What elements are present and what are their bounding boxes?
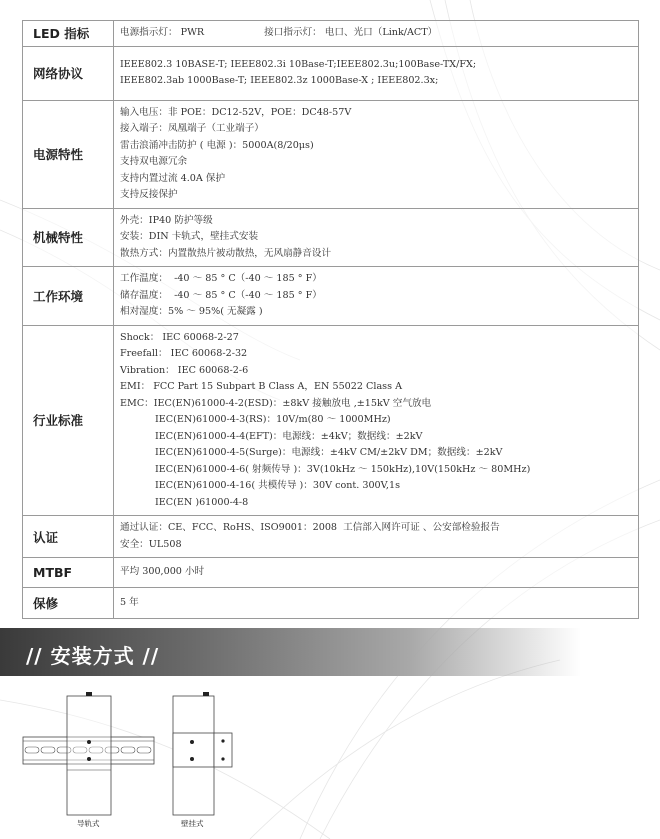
value-line: 支持内置过流 4.0A 保护 <box>120 172 226 184</box>
din-rail-figure <box>23 692 154 815</box>
spec-row-power <box>23 100 639 208</box>
row-value <box>114 208 639 267</box>
row-label: 认证 <box>23 516 114 558</box>
spec-row-warranty <box>23 588 639 619</box>
row-value <box>114 558 639 588</box>
row-label: 保修 <box>23 588 114 619</box>
wall-bracket-ear <box>214 733 232 767</box>
spec-row-network-protocol <box>23 46 639 100</box>
row-value <box>114 325 639 516</box>
slash-mark-icon: // <box>26 644 43 668</box>
row-value <box>114 46 639 100</box>
value-line: 5 年 <box>120 596 139 608</box>
value-line: EMI： FCC Part 15 Subpart B Class A，EN 55022 Class A <box>120 381 402 392</box>
value-line: IEC(EN)61000-4-6( 射频传导 )：3V(10kHz ～ 150kHz),10V(150kHz ～ 80MHz) <box>155 463 531 475</box>
wall-bracket <box>173 733 214 767</box>
spec-table <box>22 20 639 619</box>
spec-row-mtbf <box>23 558 639 588</box>
value-line: IEC(EN)61000-4-5(Surge)：电源线：±4kV CM/±2kV DM；数据线：±2kV <box>155 447 503 458</box>
installation-drawings <box>0 680 660 839</box>
led-port-indicator: 接口指示灯： 电口、光口（Link/ACT） <box>264 27 438 38</box>
value-line: Shock： IEC 60068-2-27 <box>120 331 239 343</box>
row-value <box>114 267 639 326</box>
row-label: 电源特性 <box>23 100 114 208</box>
row-value <box>114 516 639 558</box>
value-line: IEEE802.3ab 1000Base-T; IEEE802.3z 1000Base-X ; IEEE802.3x; <box>120 75 439 86</box>
value-line: 安全：UL508 <box>120 538 182 550</box>
value-line: 雷击浪涌冲击防护 ( 电源 )：5000A(8/20μs) <box>120 139 314 151</box>
value-line: 通过认证：CE、FCC、RoHS、ISO9001：2008 工信部入网许可证 、公安部检验报告 <box>120 522 500 533</box>
value-line: 支持双电源冗余 <box>120 156 188 167</box>
wall-mount-figure <box>173 692 232 815</box>
row-label: 行业标准 <box>23 325 114 516</box>
value-line: 散热方式：内置散热片被动散热，无风扇静音设计 <box>120 247 332 259</box>
value-line: IEC(EN)61000-4-4(EFT)：电源线：±4kV；数据线：±2kV <box>155 430 423 442</box>
led-power-indicator: 电源指示灯： PWR <box>120 27 205 38</box>
value-line: 接入端子：凤凰端子（工业端子） <box>120 123 264 134</box>
value-line: 相对湿度：5% ～ 95%( 无凝露 ) <box>120 306 263 317</box>
value-line: 外壳：IP40 防护等级 <box>120 214 213 226</box>
value-line: 工作温度： -40 ～ 85 ° C（-40 ～ 185 ° F） <box>120 273 322 284</box>
row-value <box>114 100 639 208</box>
spec-row-environment <box>23 267 639 326</box>
value-line: 安装：DIN 卡轨式，壁挂式安装 <box>120 231 259 242</box>
spec-row-led <box>23 21 639 47</box>
installation-section-header <box>0 628 660 676</box>
value-line: 输入电压：非 POE：DC12-52V，POE：DC48-57V <box>120 106 352 118</box>
value-line: IEC(EN)61000-4-3(RS)：10V/m(80 ～ 1000MHz) <box>155 414 391 425</box>
wall-mount-caption: 壁挂式 <box>181 819 204 828</box>
value-line: IEC(EN)61000-4-16( 共模传导 )：30V cont. 300V,1s <box>155 480 400 491</box>
value-line: IEC(EN )61000-4-8 <box>155 496 249 508</box>
value-line: IEEE802.3 10BASE-T; IEEE802.3i 10Base-T;IEEE802.3u;100Base-TX/FX; <box>120 58 477 70</box>
row-label: MTBF <box>23 558 114 588</box>
value-line: 储存温度： -40 ～ 85 ° C（-40 ～ 185 ° F） <box>120 289 322 301</box>
switch-body-din <box>67 696 111 815</box>
section-title-text: 安装方式 <box>50 644 135 668</box>
row-label: 机械特性 <box>23 208 114 267</box>
value-line: 平均 300,000 小时 <box>120 566 205 578</box>
slash-mark-icon: // <box>142 644 160 668</box>
value-line: Freefall： IEC 60068-2-32 <box>120 348 248 359</box>
section-title <box>26 640 159 669</box>
value-line: EMC：IEC(EN)61000-4-2(ESD)：±8kV 接触放电 ,±15kV 空气放电 <box>120 397 432 409</box>
row-label: 工作环境 <box>23 267 114 326</box>
row-label: 网络协议 <box>23 46 114 100</box>
spec-row-mechanical <box>23 208 639 267</box>
row-value <box>114 21 639 47</box>
din-rail-caption: 导轨式 <box>77 819 100 828</box>
spec-row-industry-standards <box>23 325 639 516</box>
spec-row-certification <box>23 516 639 558</box>
row-label: LED 指标 <box>23 21 114 47</box>
row-value <box>114 588 639 619</box>
value-line: 支持反接保护 <box>120 189 178 200</box>
value-line: Vibration： IEC 60068-2-6 <box>120 364 249 376</box>
